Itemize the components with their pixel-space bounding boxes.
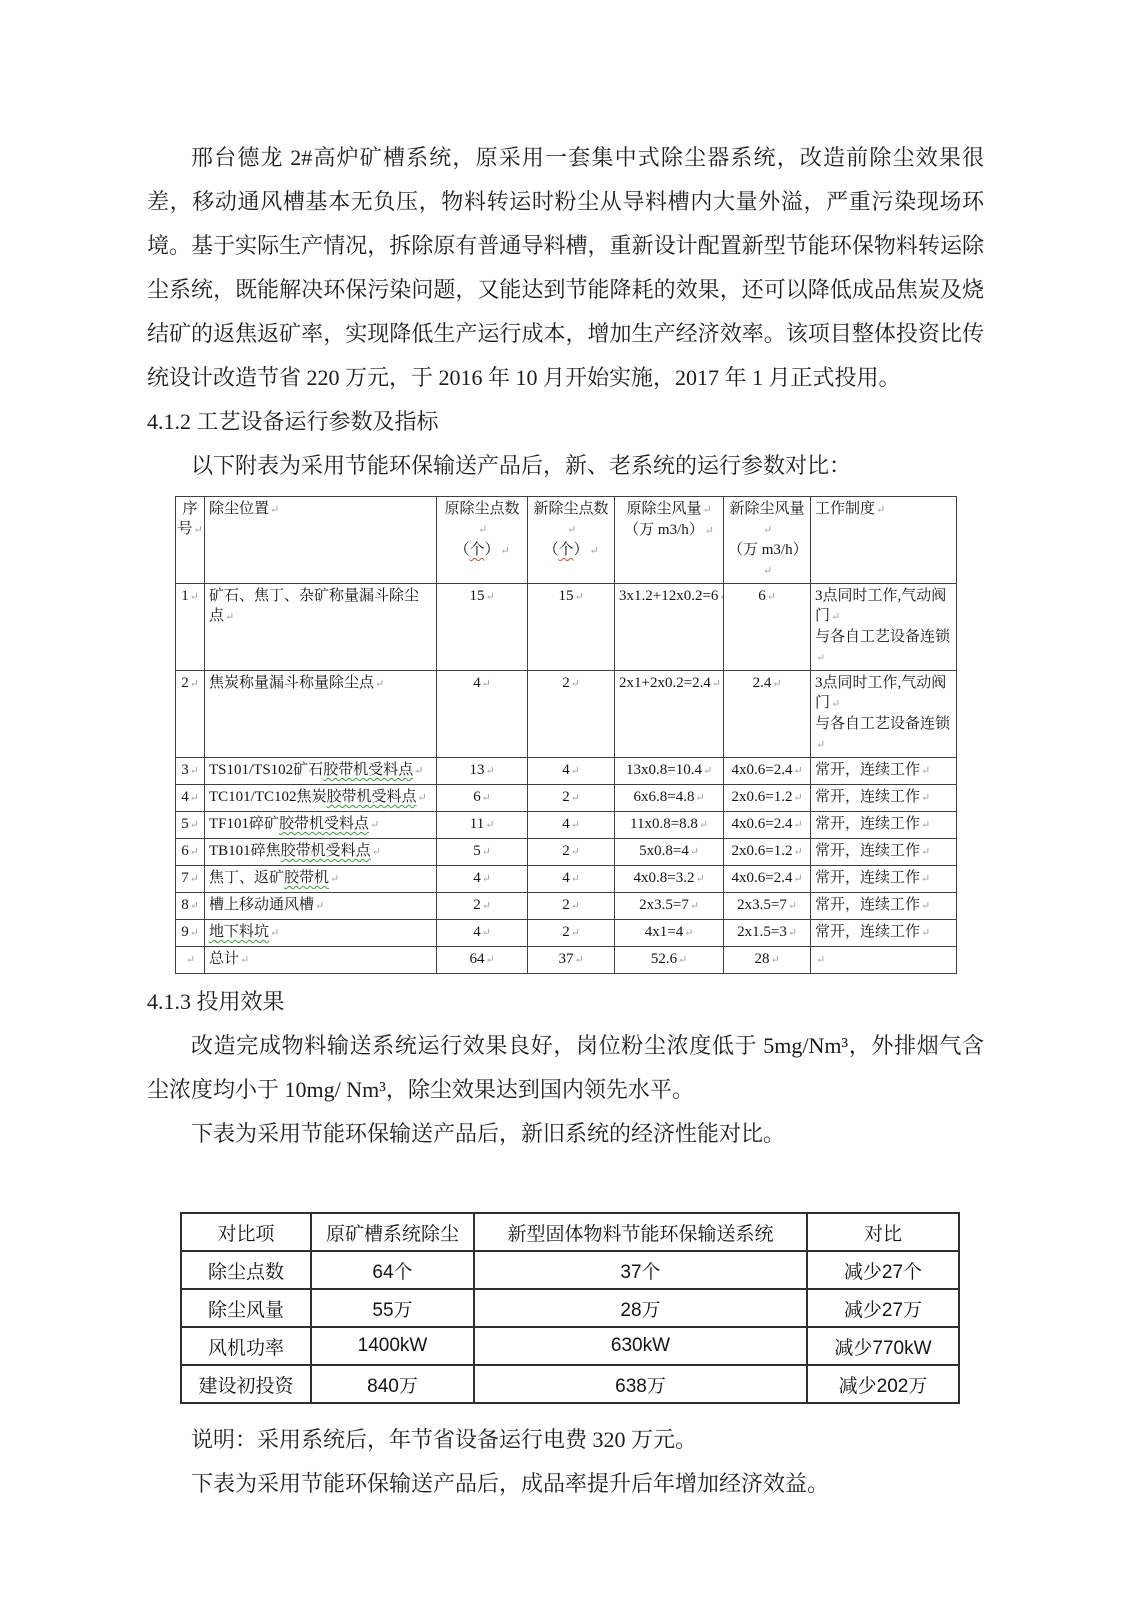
table-row [181, 1365, 959, 1403]
cell-work-mode: 3点同时工作,气动阀门 ↵ 与各自工艺设备连锁 ↵ [811, 671, 957, 758]
header-new-airflow: 新除尘风量 ↵ （万 m3/h） ↵ [724, 497, 811, 584]
pilcrow-mark [702, 762, 712, 778]
header-work-mode: 工作制度 ↵ [811, 497, 957, 584]
cell-location: 矿石、焦丁、杂矿称量漏斗除尘点 ↵ [205, 584, 437, 671]
table-row [176, 671, 957, 758]
cell-new-points: 2 ↵ [528, 920, 615, 947]
pilcrow-mark [766, 588, 776, 604]
pilcrow-mark [570, 675, 580, 691]
cell-index [176, 947, 205, 974]
table-row [176, 785, 957, 812]
cell-index: 9 ↵ [176, 920, 205, 947]
pilcrow-mark [920, 897, 930, 913]
pilcrow-mark [875, 501, 885, 517]
pilcrow-mark [189, 789, 199, 805]
cell-location: 焦丁、返矿胶带机 ↵ [205, 866, 437, 893]
cell-index: 4 ↵ [176, 785, 205, 812]
cell-new-airflow: 6 ↵ [724, 584, 811, 671]
pilcrow-mark [920, 924, 930, 940]
cell-old-value: 64个 [311, 1251, 474, 1289]
cell-old-value: 55万 [311, 1289, 474, 1327]
cell-old-points: 15 ↵ [437, 584, 528, 671]
note-paragraph: 说明：采用系统后，年节省设备运行电费 320 万元。 [191, 1427, 698, 1452]
cell-location: TC101/TC102焦炭胶带机受料点 ↵ [205, 785, 437, 812]
pilcrow-mark [815, 951, 825, 967]
pilcrow-mark [413, 762, 423, 778]
table-row [176, 866, 957, 893]
pilcrow-mark [269, 924, 279, 940]
table-total-row [176, 947, 957, 974]
pilcrow-mark [771, 675, 781, 691]
cell-new-points: 4 ↵ [528, 812, 615, 839]
pilcrow-mark [920, 789, 930, 805]
pilcrow-mark [224, 608, 234, 624]
cell-work-mode: 常开，连续工作 ↵ [811, 839, 957, 866]
cell-difference: 减少27万 [807, 1289, 959, 1327]
cell-item: 除尘点数 [181, 1251, 311, 1289]
cell-difference: 减少202万 [807, 1365, 959, 1403]
cell-new-points: 2 ↵ [528, 839, 615, 866]
pilcrow-mark [481, 789, 491, 805]
pilcrow-mark [769, 951, 779, 967]
table1-lead-paragraph: 以下附表为采用节能环保输送产品后，新、老系统的运行参数对比： [191, 453, 852, 478]
header-new-points: 新除尘点数 ↵ （个） ↵ [528, 497, 615, 584]
pilcrow-mark [787, 897, 797, 913]
cell-new-points: 4 ↵ [528, 758, 615, 785]
cell-old-airflow: 52.6 ↵ [615, 947, 724, 974]
cell-old-airflow: 2x3.5=7 ↵ [615, 893, 724, 920]
pilcrow-mark [762, 521, 772, 537]
cell-index: 6 ↵ [176, 839, 205, 866]
cell-location: TB101碎焦胶带机受料点 ↵ [205, 839, 437, 866]
table-row [176, 839, 957, 866]
pilcrow-mark [570, 762, 580, 778]
cell-item: 除尘风量 [181, 1289, 311, 1327]
cell-new-points: 4 ↵ [528, 866, 615, 893]
pilcrow-mark [189, 924, 199, 940]
pilcrow-mark [762, 562, 772, 578]
document-content [147, 136, 984, 1506]
pilcrow-mark [920, 870, 930, 886]
cell-location: 焦炭称量漏斗称量除尘点 ↵ [205, 671, 437, 758]
pilcrow-mark [830, 695, 840, 711]
intro-paragraph: 邢台德龙 2#高炉矿槽系统，原采用一套集中式除尘器系统，改造前除尘效果很差，移动通风槽基本无负压，物料转运时粉尘从导料槽内大量外溢，严重污染现场环境。基于实际生产情况，拆除原有普通导料槽，重新设计配置新型节能环保物料转运除尘系统，既能解决环保污染问题，又能达到节能降耗的效果，还可以降低成品焦炭及烧结矿的返焦返矿率，实现降低生产运行成本，增加生产经济效率。该项目整体投资比传统设计改造节省 220 万元，于 2016 年 10 月开始实施，2017 年 1 月正式投用。 [147, 145, 984, 390]
pilcrow-mark [920, 843, 930, 859]
pilcrow-mark [314, 897, 324, 913]
pilcrow-mark [371, 843, 381, 859]
cell-old-airflow: 3x1.2+12x0.2=6 ↵ [615, 584, 724, 671]
pilcrow-mark [701, 501, 711, 517]
table-header-row [181, 1213, 959, 1251]
pilcrow-mark [711, 675, 721, 691]
pilcrow-mark [689, 897, 699, 913]
header-compare-item: 对比项 [181, 1213, 311, 1251]
cell-old-airflow: 4x0.8=3.2 ↵ [615, 866, 724, 893]
cell-new-value: 37个 [474, 1251, 807, 1289]
pilcrow-mark [677, 951, 687, 967]
cell-old-airflow: 2x1+2x0.2=2.4 ↵ [615, 671, 724, 758]
pilcrow-mark [329, 870, 339, 886]
cell-location: 总计 ↵ [205, 947, 437, 974]
cell-new-airflow: 4x0.6=2.4 ↵ [724, 758, 811, 785]
cell-new-airflow: 2x0.6=1.2 ↵ [724, 839, 811, 866]
pilcrow-mark [189, 675, 199, 691]
pilcrow-mark [481, 870, 491, 886]
cell-old-points: 4 ↵ [437, 866, 528, 893]
pilcrow-mark [239, 951, 249, 967]
cell-location: TS101/TS102矿石胶带机受料点 ↵ [205, 758, 437, 785]
cell-new-value: 28万 [474, 1289, 807, 1327]
table-row [181, 1327, 959, 1365]
header-old-points: 原除尘点数 ↵ （个） ↵ [437, 497, 528, 584]
header-comparison: 对比 [807, 1213, 959, 1251]
pilcrow-mark [189, 870, 199, 886]
cell-old-points: 4 ↵ [437, 920, 528, 947]
pilcrow-mark [269, 501, 279, 517]
cell-old-value: 840万 [311, 1365, 474, 1403]
pilcrow-mark [792, 843, 802, 859]
cell-new-points: 2 ↵ [528, 785, 615, 812]
pilcrow-mark [481, 924, 491, 940]
pilcrow-mark [185, 951, 195, 967]
pilcrow-mark [374, 675, 384, 691]
cell-index: 3 ↵ [176, 758, 205, 785]
pilcrow-mark [417, 789, 427, 805]
cell-new-airflow: 2x3.5=7 ↵ [724, 893, 811, 920]
header-old-system: 原矿槽系统除尘 [311, 1213, 474, 1251]
cell-old-airflow: 4x1=4 ↵ [615, 920, 724, 947]
cell-item: 建设初投资 [181, 1365, 311, 1403]
table-row [176, 893, 957, 920]
pilcrow-mark [570, 897, 580, 913]
pilcrow-mark [698, 816, 708, 832]
table-row [176, 920, 957, 947]
pilcrow-mark [815, 649, 825, 665]
table-row [176, 584, 957, 671]
pilcrow-mark [573, 588, 583, 604]
pilcrow-mark [792, 762, 802, 778]
pilcrow-mark [792, 870, 802, 886]
section-heading-413: 4.1.3 投用效果 [147, 989, 285, 1014]
pilcrow-mark [369, 816, 379, 832]
cell-difference: 减少27个 [807, 1251, 959, 1289]
cell-work-mode: 常开，连续工作 ↵ [811, 812, 957, 839]
effect-paragraph: 改造完成物料输送系统运行效果良好，岗位粉尘浓度低于 5mg/Nm³，外排烟气含尘浓度均小于 10mg/ Nm³，除尘效果达到国内领先水平。 [147, 1033, 984, 1102]
pilcrow-mark [189, 897, 199, 913]
cell-old-value: 1400kW [311, 1327, 474, 1365]
pilcrow-mark [570, 816, 580, 832]
pilcrow-mark [718, 588, 723, 604]
pilcrow-mark [694, 870, 704, 886]
cell-old-points: 5 ↵ [437, 839, 528, 866]
cell-work-mode [811, 947, 957, 974]
pilcrow-mark [787, 924, 797, 940]
cell-location: TF101碎矿胶带机受料点 ↵ [205, 812, 437, 839]
cell-location: 地下料坑 ↵ [205, 920, 437, 947]
pilcrow-mark [189, 843, 199, 859]
cell-old-airflow: 6x6.8=4.8 ↵ [615, 785, 724, 812]
cell-new-points: 37 ↵ [528, 947, 615, 974]
cell-new-airflow: 2x1.5=3 ↵ [724, 920, 811, 947]
pilcrow-mark [477, 521, 487, 537]
pilcrow-mark [683, 924, 693, 940]
pilcrow-mark [484, 762, 494, 778]
cell-index: 7 ↵ [176, 866, 205, 893]
cell-index: 8 ↵ [176, 893, 205, 920]
pilcrow-mark [573, 951, 583, 967]
pilcrow-mark [589, 542, 599, 558]
cell-new-value: 630kW [474, 1327, 807, 1365]
cell-work-mode: 常开，连续工作 ↵ [811, 758, 957, 785]
table-row [176, 758, 957, 785]
cell-old-points: 13 ↵ [437, 758, 528, 785]
pilcrow-mark [481, 675, 491, 691]
cell-difference: 减少770kW [807, 1327, 959, 1365]
pilcrow-mark [484, 951, 494, 967]
section-heading-412: 4.1.2 工艺设备运行参数及指标 [147, 409, 439, 434]
cell-new-points: 15 ↵ [528, 584, 615, 671]
cell-old-points: 64 ↵ [437, 947, 528, 974]
pilcrow-mark [920, 762, 930, 778]
cell-new-airflow: 2.4 ↵ [724, 671, 811, 758]
pilcrow-mark [484, 816, 494, 832]
pilcrow-mark [570, 924, 580, 940]
cell-new-airflow: 2x0.6=1.2 ↵ [724, 785, 811, 812]
table2-lead-paragraph: 下表为采用节能环保输送产品后，新旧系统的经济性能对比。 [191, 1121, 786, 1146]
cell-index: 5 ↵ [176, 812, 205, 839]
pilcrow-mark [189, 588, 199, 604]
pilcrow-mark [570, 870, 580, 886]
cell-work-mode: 常开，连续工作 ↵ [811, 920, 957, 947]
pilcrow-mark [830, 608, 840, 624]
cell-old-points: 11 ↵ [437, 812, 528, 839]
pilcrow-mark [189, 816, 199, 832]
cell-new-points: 2 ↵ [528, 671, 615, 758]
header-location: 除尘位置 ↵ [205, 497, 437, 584]
pilcrow-mark [570, 789, 580, 805]
cell-old-airflow: 13x0.8=10.4 ↵ [615, 758, 724, 785]
cell-new-points: 2 ↵ [528, 893, 615, 920]
cell-item: 风机功率 [181, 1327, 311, 1365]
pilcrow-mark [815, 736, 825, 752]
cell-index: 2 ↵ [176, 671, 205, 758]
cell-work-mode: 常开，连续工作 ↵ [811, 785, 957, 812]
cell-new-value: 638万 [474, 1365, 807, 1403]
pilcrow-mark [192, 521, 202, 537]
cell-old-points: 2 ↵ [437, 893, 528, 920]
table-row [181, 1251, 959, 1289]
cell-old-points: 6 ↵ [437, 785, 528, 812]
cell-new-airflow: 28 ↵ [724, 947, 811, 974]
parameters-comparison-table [175, 496, 957, 974]
cell-new-airflow: 4x0.6=2.4 ↵ [724, 866, 811, 893]
cell-old-airflow: 5x0.8=4 ↵ [615, 839, 724, 866]
cell-old-points: 4 ↵ [437, 671, 528, 758]
pilcrow-mark [694, 789, 704, 805]
header-new-system: 新型固体物料节能环保输送系统 [474, 1213, 807, 1251]
pilcrow-mark [792, 789, 802, 805]
closing-paragraph: 下表为采用节能环保输送产品后，成品率提升后年增加经济效益。 [191, 1471, 830, 1496]
cell-location: 槽上移动通风槽 ↵ [205, 893, 437, 920]
pilcrow-mark [189, 762, 199, 778]
table-row [176, 812, 957, 839]
header-old-airflow: 原除尘风量 ↵ （万 m3/h） ↵ [615, 497, 724, 584]
pilcrow-mark [920, 816, 930, 832]
pilcrow-mark [481, 843, 491, 859]
economic-comparison-table [180, 1212, 960, 1404]
pilcrow-mark [484, 588, 494, 604]
header-index: 序 号 ↵ [176, 497, 205, 584]
pilcrow-mark [792, 816, 802, 832]
cell-work-mode: 3点同时工作,气动阀门 ↵ 与各自工艺设备连锁 ↵ [811, 584, 957, 671]
table-row [181, 1289, 959, 1327]
pilcrow-mark [566, 521, 576, 537]
cell-work-mode: 常开，连续工作 ↵ [811, 893, 957, 920]
cell-old-airflow: 11x0.8=8.8 ↵ [615, 812, 724, 839]
pilcrow-mark [500, 542, 510, 558]
pilcrow-mark [704, 522, 714, 538]
pilcrow-mark [570, 843, 580, 859]
table-header-row [176, 497, 957, 584]
cell-index: 1 ↵ [176, 584, 205, 671]
pilcrow-mark [481, 897, 491, 913]
cell-work-mode: 常开，连续工作 ↵ [811, 866, 957, 893]
pilcrow-mark [689, 843, 699, 859]
cell-new-airflow: 4x0.6=2.4 ↵ [724, 812, 811, 839]
